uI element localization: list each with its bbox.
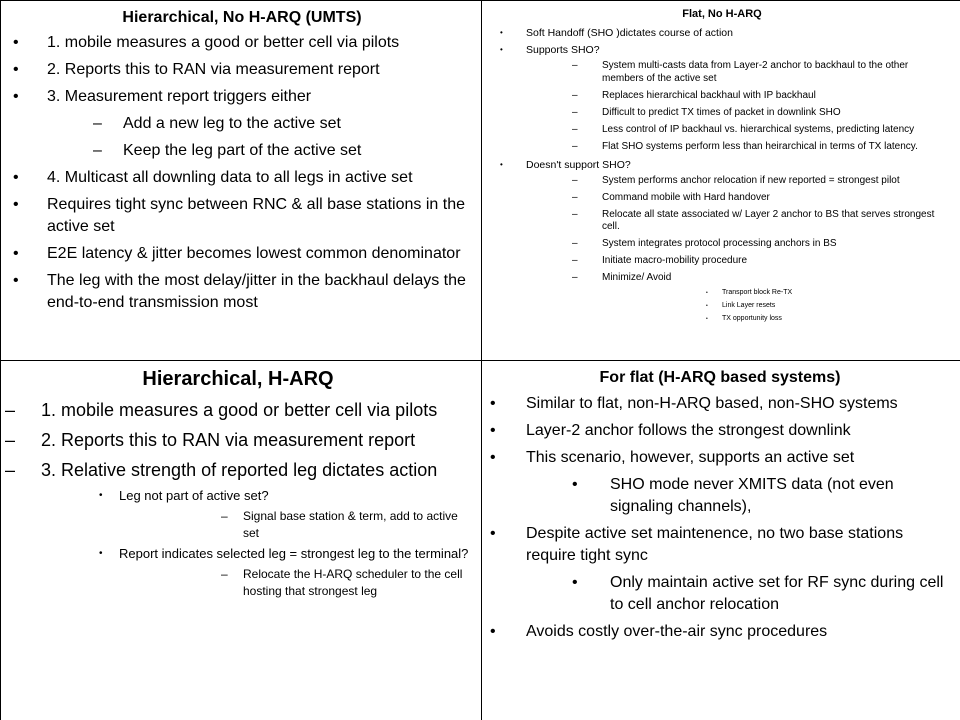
sub-list-item: – Flat SHO systems perform less than heirarchical in terms of TX latency. [526,141,952,154]
list-item [5,457,471,600]
sub-list-item: – Initiate macro-mobility procedure [526,255,952,268]
list-item: • E2E latency & jitter becomes lowest common denominator [13,243,471,265]
cell-hierarchical-harq [1,361,482,720]
sub-list-item: – Keep the leg part of the active set [47,140,471,162]
cell-title: Flat, No H-ARQ [682,8,762,20]
sub-list [526,175,952,324]
list-item: • 2. Reports this to RAN via measurement report [13,59,471,81]
cell-title: Hierarchical, H-ARQ [142,368,334,390]
sub-list-item [526,272,952,324]
sub-list-item-text: Report indicates selected leg = strongest leg to the terminal? [119,546,469,561]
sub-list-item: – Difficult to predict TX times of packet in downlink SHO [526,107,952,120]
list-item: • Avoids costly over-the-air sync procedures [490,621,950,643]
sub-list-item: – System multi-casts data from Layer-2 anchor to backhaul to the other members of the active set [526,60,952,85]
sub-list-item [41,545,471,600]
list-item [13,86,471,162]
list-item-text: Despite active set maintenence, no two base stations require tight sync [526,525,904,564]
list-item: – 2. Reports this to RAN via measurement report [5,427,471,453]
sub-list-item: • SHO mode never XMITS data (not even signaling channels), [526,474,950,518]
list-item: • Similar to flat, non-H-ARQ based, non-SHO systems [490,393,950,415]
sub-list [526,572,950,616]
sub-list-item: – Less control of IP backhaul vs. hierarchical systems, predicting latency [526,124,952,137]
sub-list-item: – Replaces hierarchical backhaul with IP backhaul [526,90,952,103]
list-item: • Requires tight sync between RNC & all base stations in the active set [13,194,471,238]
sub-list-item: – Command mobile with Hard handover [526,192,952,205]
list-item [492,43,952,153]
sub-sub-list [602,288,952,324]
sub-list [47,113,471,162]
sub-sub-list-item: • TX opportunity loss [602,314,952,324]
list-item: • 4. Multicast all downling data to all legs in active set [13,167,471,189]
list-item [492,158,952,324]
list-item-text: Doesn't support SHO? [526,158,631,171]
sub-sub-list-item: – Relocate the H-ARQ scheduler to the cell hosting that strongest leg [119,566,471,600]
cell-title: For flat (H-ARQ based systems) [599,369,841,386]
list-item-text: 3. Measurement report triggers either [47,88,312,105]
sub-sub-list-item: • Link Layer resets [602,301,952,311]
sub-list [526,474,950,518]
list-item [490,447,950,518]
list-item: – 1. mobile measures a good or better cell via pilots [5,397,471,423]
sub-list-item-text: Minimize/ Avoid [602,272,672,283]
bullet-list [492,26,952,324]
sub-list-item: – Add a new leg to the active set [47,113,471,135]
cell-flat-harq [482,361,960,720]
cell-title: Hierarchical, No H-ARQ (UMTS) [122,9,362,26]
sub-sub-list [119,508,471,542]
list-item-text: 3. Relative strength of reported leg dictates action [41,460,438,480]
list-item: • Soft Handoff (SHO )dictates course of action [492,26,952,40]
sub-list-item: – System performs anchor relocation if new reported = strongest pilot [526,175,952,188]
sub-list [526,60,952,153]
list-item-text: Supports SHO? [526,44,600,56]
sub-sub-list-item: – Signal base station & term, add to active set [119,508,471,542]
sub-list-item-text: Leg not part of active set? [119,488,269,503]
list-item: • The leg with the most delay/jitter in the backhaul delays the end-to-end transmission most [13,270,471,314]
sub-sub-list [119,566,471,600]
cell-flat-no-harq [482,1,960,361]
bullet-list [5,397,471,600]
cell-hierarchical-no-harq [1,1,482,361]
bullet-list [13,32,471,314]
bullet-list [490,393,950,643]
sub-list-item [41,487,471,542]
list-item: • 1. mobile measures a good or better cell via pilots [13,32,471,54]
sub-sub-list-item: • Transport block Re-TX [602,288,952,298]
list-item [490,523,950,616]
sub-list-item: – System integrates protocol processing anchors in BS [526,238,952,251]
sub-list-item: – Relocate all state associated w/ Layer 2 anchor to BS that serves strongest cell. [526,209,952,234]
list-item-text: This scenario, however, supports an active set [526,449,855,466]
list-item: • Layer-2 anchor follows the strongest downlink [490,420,950,442]
sub-list-item: • Only maintain active set for RF sync during cell to cell anchor relocation [526,572,950,616]
sub-list [41,487,471,600]
